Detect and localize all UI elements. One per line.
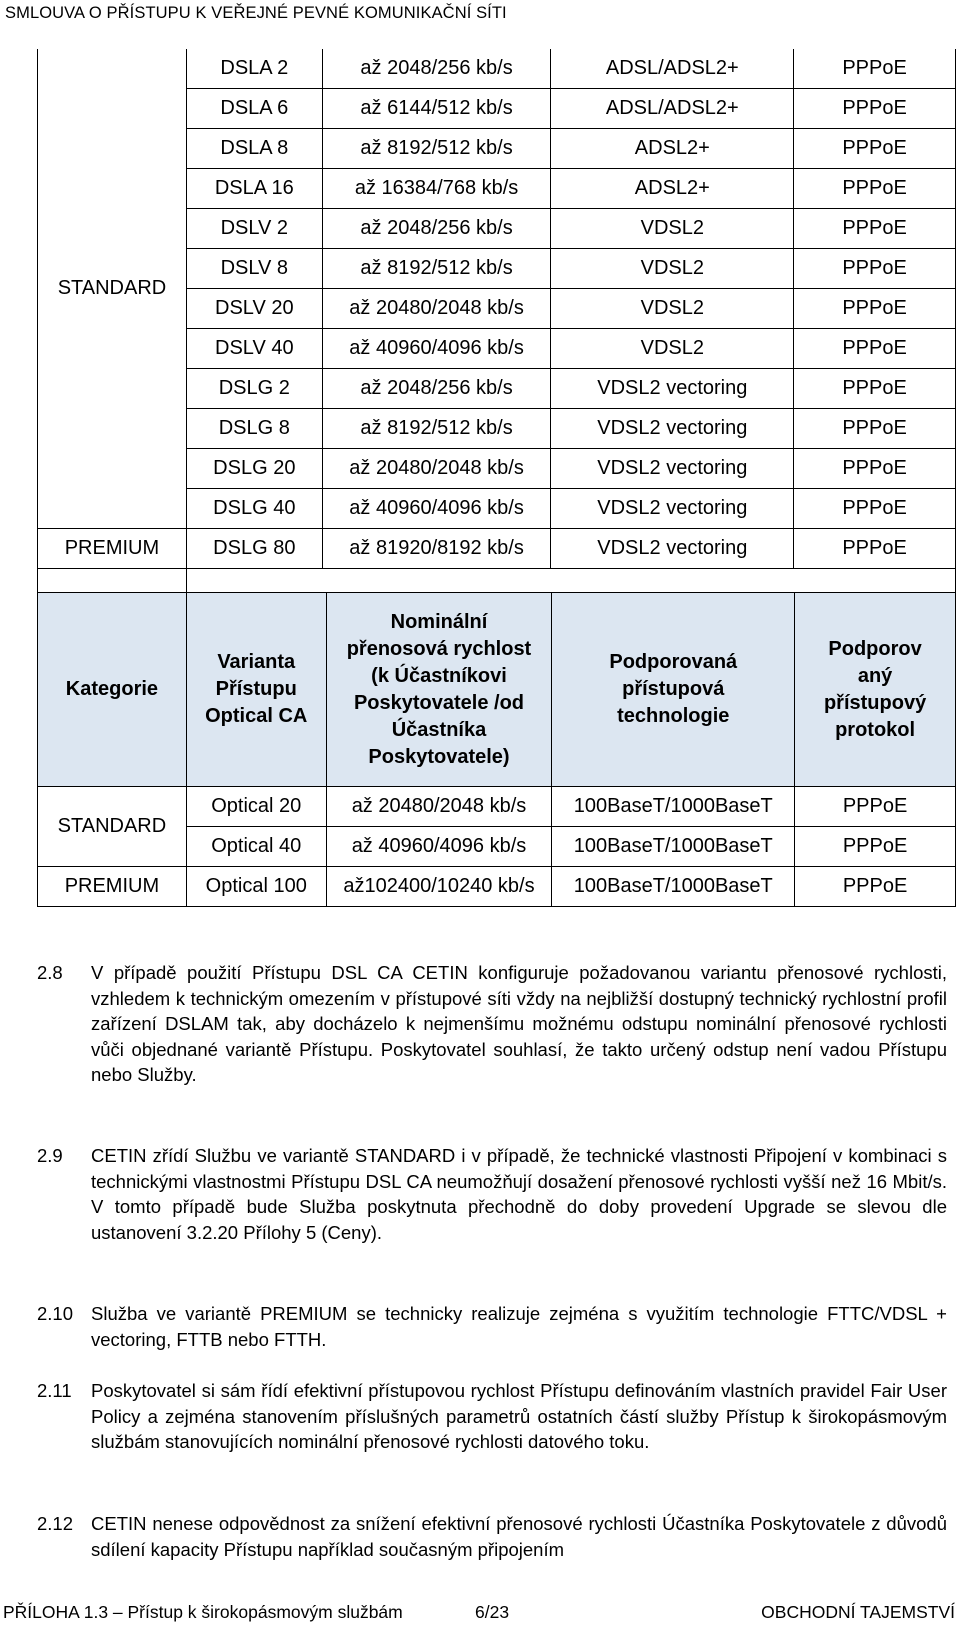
header-line: Varianta: [217, 651, 296, 673]
paragraph-number: 2.11: [37, 1380, 72, 1401]
protocol-cell: PPPoE: [794, 489, 956, 529]
header-line: (k Účastníkovi: [371, 664, 507, 687]
paragraph-number: 2.12: [37, 1513, 74, 1534]
paragraph: [37, 1143, 947, 1245]
optical-variants-table: [37, 592, 956, 907]
variant-cell: DSLG 80: [186, 529, 322, 569]
technology-cell: ADSL2+: [551, 129, 794, 169]
header-line: Poskytovatele /od: [353, 691, 525, 714]
protocol-cell: PPPoE: [795, 787, 956, 827]
category-cell: PREMIUM: [38, 529, 187, 569]
header-speed: [326, 593, 552, 787]
header-line: přístupový: [823, 691, 927, 714]
variant-cell: Optical 40: [186, 827, 326, 867]
speed-cell: až 8192/512 kb/s: [322, 409, 551, 449]
speed-cell: až 2048/256 kb/s: [322, 369, 551, 409]
dsl-variants-table: [37, 49, 956, 600]
header-protocol: [795, 593, 956, 787]
paragraph-text: Poskytovatel si sám řídí efektivní přístupovou rychlost Přístupu definováním vlastních pravidel Fair User Policy a zejména stanovením příslušných parametrů ostatních částí služby Přístup k širokopásmovým službám stanovujících nominální přenosové rychlosti datového toku.: [91, 1380, 947, 1452]
technology-cell: ADSL/ADSL2+: [551, 89, 794, 129]
variant-cell: DSLV 2: [186, 209, 322, 249]
technology-cell: ADSL/ADSL2+: [551, 49, 794, 89]
technology-cell: VDSL2 vectoring: [551, 489, 794, 529]
table-row: [38, 867, 956, 907]
paragraph: [37, 960, 947, 1088]
paragraph-text: CETIN zřídí Službu ve variantě STANDARD i v případě, že technické vlastnosti Připojení v kombinaci s technickými vlastnostmi Přístupu DSL CA neumožňují dosažení přenosové rychlosti vyšší než 16 Mbit/s. V tomto případě bude Služba poskytnuta přechodně do doby provedení Upgrade se slevou dle ustanovení 3.2.20 Přílohy 5 (Ceny).: [91, 1145, 947, 1243]
speed-cell: až 81920/8192 kb/s: [322, 529, 551, 569]
table-row: [38, 787, 956, 827]
variant-cell: DSLA 6: [186, 89, 322, 129]
paragraph: [37, 1511, 947, 1562]
document-header: SMLOUVA O PŘÍSTUPU K VEŘEJNÉ PEVNÉ KOMUNIKAČNÍ SÍTI: [5, 4, 507, 22]
variant-cell: DSLG 8: [186, 409, 322, 449]
variant-cell: DSLG 40: [186, 489, 322, 529]
technology-cell: 100BaseT/1000BaseT: [552, 867, 795, 907]
technology-cell: VDSL2 vectoring: [551, 449, 794, 489]
speed-cell: až102400/10240 kb/s: [326, 867, 552, 907]
speed-cell: až 40960/4096 kb/s: [322, 329, 551, 369]
header-line: technologie: [617, 705, 730, 727]
technology-cell: 100BaseT/1000BaseT: [552, 827, 795, 867]
technology-cell: 100BaseT/1000BaseT: [552, 787, 795, 827]
paragraph-text: Služba ve variantě PREMIUM se technicky realizuje zejména s využitím technologie FTTC/VDSL + vectoring, FTTB nebo FTTH.: [91, 1303, 947, 1350]
protocol-cell: PPPoE: [794, 129, 956, 169]
header-line: Podporov: [828, 637, 922, 660]
page-number: 6/23: [475, 1602, 510, 1622]
footer-document-title: PŘÍLOHA 1.3 – Přístup k širokopásmovým službám: [3, 1602, 403, 1622]
protocol-cell: PPPoE: [794, 209, 956, 249]
speed-cell: až 8192/512 kb/s: [322, 249, 551, 289]
protocol-cell: PPPoE: [794, 449, 956, 489]
protocol-cell: PPPoE: [794, 529, 956, 569]
header-category: Kategorie: [38, 593, 187, 787]
speed-cell: až 40960/4096 kb/s: [326, 827, 552, 867]
header-line: Poskytovatele): [368, 745, 510, 768]
variant-cell: DSLV 40: [186, 329, 322, 369]
protocol-cell: PPPoE: [794, 289, 956, 329]
variant-cell: DSLA 16: [186, 169, 322, 209]
category-cell: STANDARD: [38, 49, 187, 529]
speed-cell: až 20480/2048 kb/s: [326, 787, 552, 827]
category-cell: STANDARD: [38, 787, 187, 867]
header-line: Optical CA: [205, 705, 308, 727]
variant-cell: Optical 20: [186, 787, 326, 827]
paragraph: [37, 1301, 947, 1352]
category-cell: PREMIUM: [38, 867, 187, 907]
header-variant: [186, 593, 326, 787]
variant-cell: DSLV 20: [186, 289, 322, 329]
technology-cell: VDSL2: [551, 209, 794, 249]
protocol-cell: PPPoE: [795, 827, 956, 867]
technology-cell: ADSL2+: [551, 169, 794, 209]
header-line: Podporovaná: [609, 651, 738, 673]
paragraph-number: 2.8: [37, 962, 63, 983]
protocol-cell: PPPoE: [794, 49, 956, 89]
variant-cell: DSLV 8: [186, 249, 322, 289]
protocol-cell: PPPoE: [794, 329, 956, 369]
technology-cell: VDSL2: [551, 329, 794, 369]
speed-cell: až 16384/768 kb/s: [322, 169, 551, 209]
speed-cell: až 2048/256 kb/s: [322, 209, 551, 249]
speed-cell: až 6144/512 kb/s: [322, 89, 551, 129]
protocol-cell: PPPoE: [794, 369, 956, 409]
paragraph: [37, 1378, 947, 1455]
variant-cell: DSLA 2: [186, 49, 322, 89]
header-line: aný: [857, 664, 893, 687]
header-line: přenosová rychlost: [346, 637, 532, 660]
technology-cell: VDSL2 vectoring: [551, 369, 794, 409]
variant-cell: Optical 100: [186, 867, 326, 907]
speed-cell: až 20480/2048 kb/s: [322, 449, 551, 489]
speed-cell: až 40960/4096 kb/s: [322, 489, 551, 529]
paragraph-number: 2.9: [37, 1145, 63, 1166]
technology-cell: VDSL2 vectoring: [551, 409, 794, 449]
technology-cell: VDSL2 vectoring: [551, 529, 794, 569]
paragraph-number: 2.10: [37, 1303, 74, 1324]
speed-cell: až 20480/2048 kb/s: [322, 289, 551, 329]
variant-cell: DSLG 2: [186, 369, 322, 409]
protocol-cell: PPPoE: [794, 89, 956, 129]
speed-cell: až 2048/256 kb/s: [322, 49, 551, 89]
speed-cell: až 8192/512 kb/s: [322, 129, 551, 169]
protocol-cell: PPPoE: [795, 867, 956, 907]
header-line: Přístupu: [215, 678, 297, 700]
paragraph-text: V případě použití Přístupu DSL CA CETIN konfiguruje požadovanou variantu přenosové rychlosti, vzhledem k technickým omezením v přístupové síti vždy na nejbližší dostupný technický rychlostní profil zařízení DSLAM tak, aby docházelo k nejmenšímu možnému odstupu nominální přenosové rychlosti vůči objednané variantě Přístupu. Poskytovatel souhlasí, že takto určený odstup není vadou Přístupu nebo Služby.: [91, 962, 947, 1085]
table-row: [38, 49, 956, 89]
technology-cell: VDSL2: [551, 249, 794, 289]
paragraph-text: CETIN nenese odpovědnost za snížení efektivní přenosové rychlosti Účastníka Poskytovatele z důvodů sdílení kapacity Přístupu například současným připojením: [91, 1513, 947, 1560]
confidentiality-label: OBCHODNÍ TAJEMSTVÍ: [761, 1602, 955, 1622]
header-line: protokol: [835, 718, 916, 741]
header-line: Účastníka: [391, 718, 487, 741]
header-technology: [552, 593, 795, 787]
variant-cell: DSLG 20: [186, 449, 322, 489]
protocol-cell: PPPoE: [794, 409, 956, 449]
table-row: [38, 529, 956, 569]
optical-header-row: [38, 593, 956, 787]
variant-cell: DSLA 8: [186, 129, 322, 169]
protocol-cell: PPPoE: [794, 169, 956, 209]
protocol-cell: PPPoE: [794, 249, 956, 289]
technology-cell: VDSL2: [551, 289, 794, 329]
header-line: Nominální: [390, 610, 488, 633]
header-line: přístupová: [622, 678, 725, 700]
